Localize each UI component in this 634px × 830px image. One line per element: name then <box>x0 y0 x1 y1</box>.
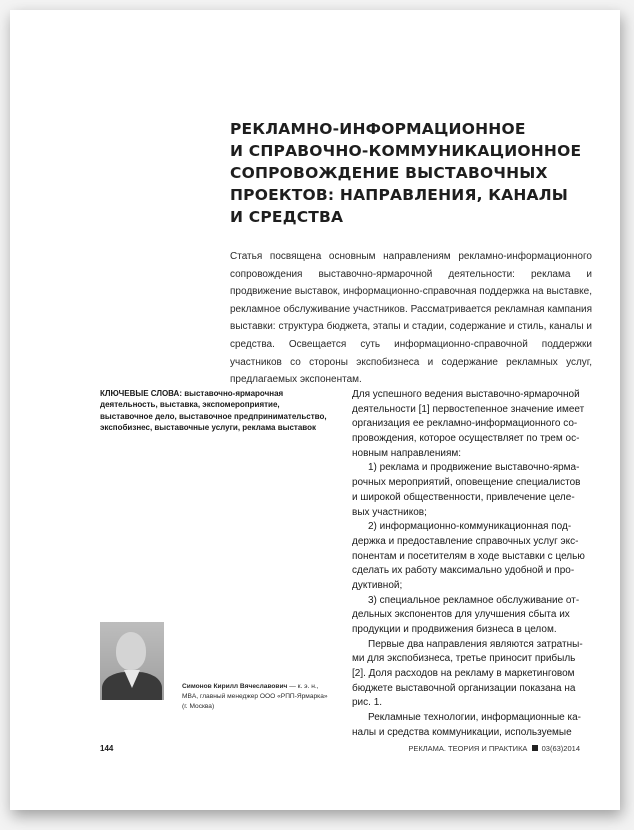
body-line: Для успешного ведения выставочно-ярмарочной <box>352 389 580 400</box>
title-line: РЕКЛАМНО-ИНФОРМАЦИОННОЕ <box>230 120 526 138</box>
body-line: организация ее рекламно-информационного со- <box>352 418 578 430</box>
body-line: [2]. Доля расходов на рекламу в маркетинговом <box>352 668 575 680</box>
body-line: дельных экспонентов для улучшения сбыта их <box>352 609 570 621</box>
article-page <box>10 10 620 810</box>
body-line: налы и средства коммуникации, используемые <box>352 726 572 738</box>
body-line: рис. 1. <box>352 697 383 709</box>
keywords-text: выставочно-ярмарочная деятельность, выставка, экспомероприятие, выставочное дело, выставочное предпринимательство, экспобизнес, выставочные услуги, реклама выставок <box>100 389 327 432</box>
body-line: вых участников; <box>352 506 427 518</box>
body-line: понентам и посетителям в ходе выставки с целью <box>352 550 585 562</box>
keywords-label: КЛЮЧЕВЫЕ СЛОВА: <box>100 389 182 398</box>
body-line: Первые два направления являются затратны- <box>368 638 583 650</box>
author-photo-head <box>116 632 146 670</box>
page-number: 144 <box>100 744 114 753</box>
journal-name: РЕКЛАМА. ТЕОРИЯ И ПРАКТИКА <box>408 744 528 753</box>
title-line: И СПРАВОЧНО-КОММУНИКАЦИОННОЕ <box>230 142 582 160</box>
body-line: 3) специальное рекламное обслуживание от- <box>368 594 580 606</box>
author-name: Симонов Кирилл Вячеславович <box>182 683 288 690</box>
body-line: 1) реклама и продвижение выставочно-ярма- <box>368 462 580 474</box>
title-line: ПРОЕКТОВ: НАПРАВЛЕНИЯ, КАНАЛЫ <box>230 186 569 204</box>
body-line: 2) информационно-коммуникационная под- <box>368 521 572 533</box>
journal-footer <box>408 744 580 753</box>
body-line: держка и предоставление справочных услуг экс- <box>352 535 579 547</box>
body-line: провождения, которое осуществляет по трем ос- <box>352 433 580 445</box>
keywords-block <box>100 388 332 433</box>
body-line: ми для экспобизнеса, третье приносит прибыль <box>352 653 576 665</box>
article-body <box>352 388 592 741</box>
body-line: Рекламные технологии, информационные ка- <box>368 712 581 724</box>
author-details: — к. э. н., MBA, главный менеджер ООО «РПП-Ярмарка» (г. Москва) <box>182 683 328 710</box>
body-line: продукции и продвижения бизнеса в целом. <box>352 624 557 635</box>
author-photo <box>100 622 164 700</box>
article-title <box>230 118 582 228</box>
body-line: дуктивной; <box>352 579 403 591</box>
square-separator-icon <box>532 745 538 751</box>
body-line: бюджете выставочной организации показана на <box>352 682 576 694</box>
title-line: СОПРОВОЖДЕНИЕ ВЫСТАВОЧНЫХ <box>230 164 548 182</box>
body-line: сделать их работу максимально удобной и про- <box>352 565 575 577</box>
body-line: деятельности [1] первостепенное значение имеет <box>352 403 585 415</box>
body-line: и широкой общественности, привлечение целе- <box>352 491 575 503</box>
journal-issue: 03(63)2014 <box>541 744 580 753</box>
title-line: И СРЕДСТВА <box>230 208 344 226</box>
body-line: рочных мероприятий, оповещение специалистов <box>352 477 581 489</box>
article-abstract: Статья посвящена основным направлениям рекламно-информационного сопровождения выставочно-ярмарочной деятельности: реклама и продвижение выставок, информационно-справочная поддержка на выставке, рекламное обслуживание участников. Рассматривается рекламная кампания выставки: структура бюджета, этапы и стадии, содержание и стиль, каналы и средства. Освещается суть информационно-справочной поддержки участников со стороны экспобизнеса и содержание рекламных услуг, предлагаемых экспонентам. <box>230 251 592 386</box>
author-info <box>182 682 332 712</box>
body-line: новным направлениям: <box>352 447 462 459</box>
